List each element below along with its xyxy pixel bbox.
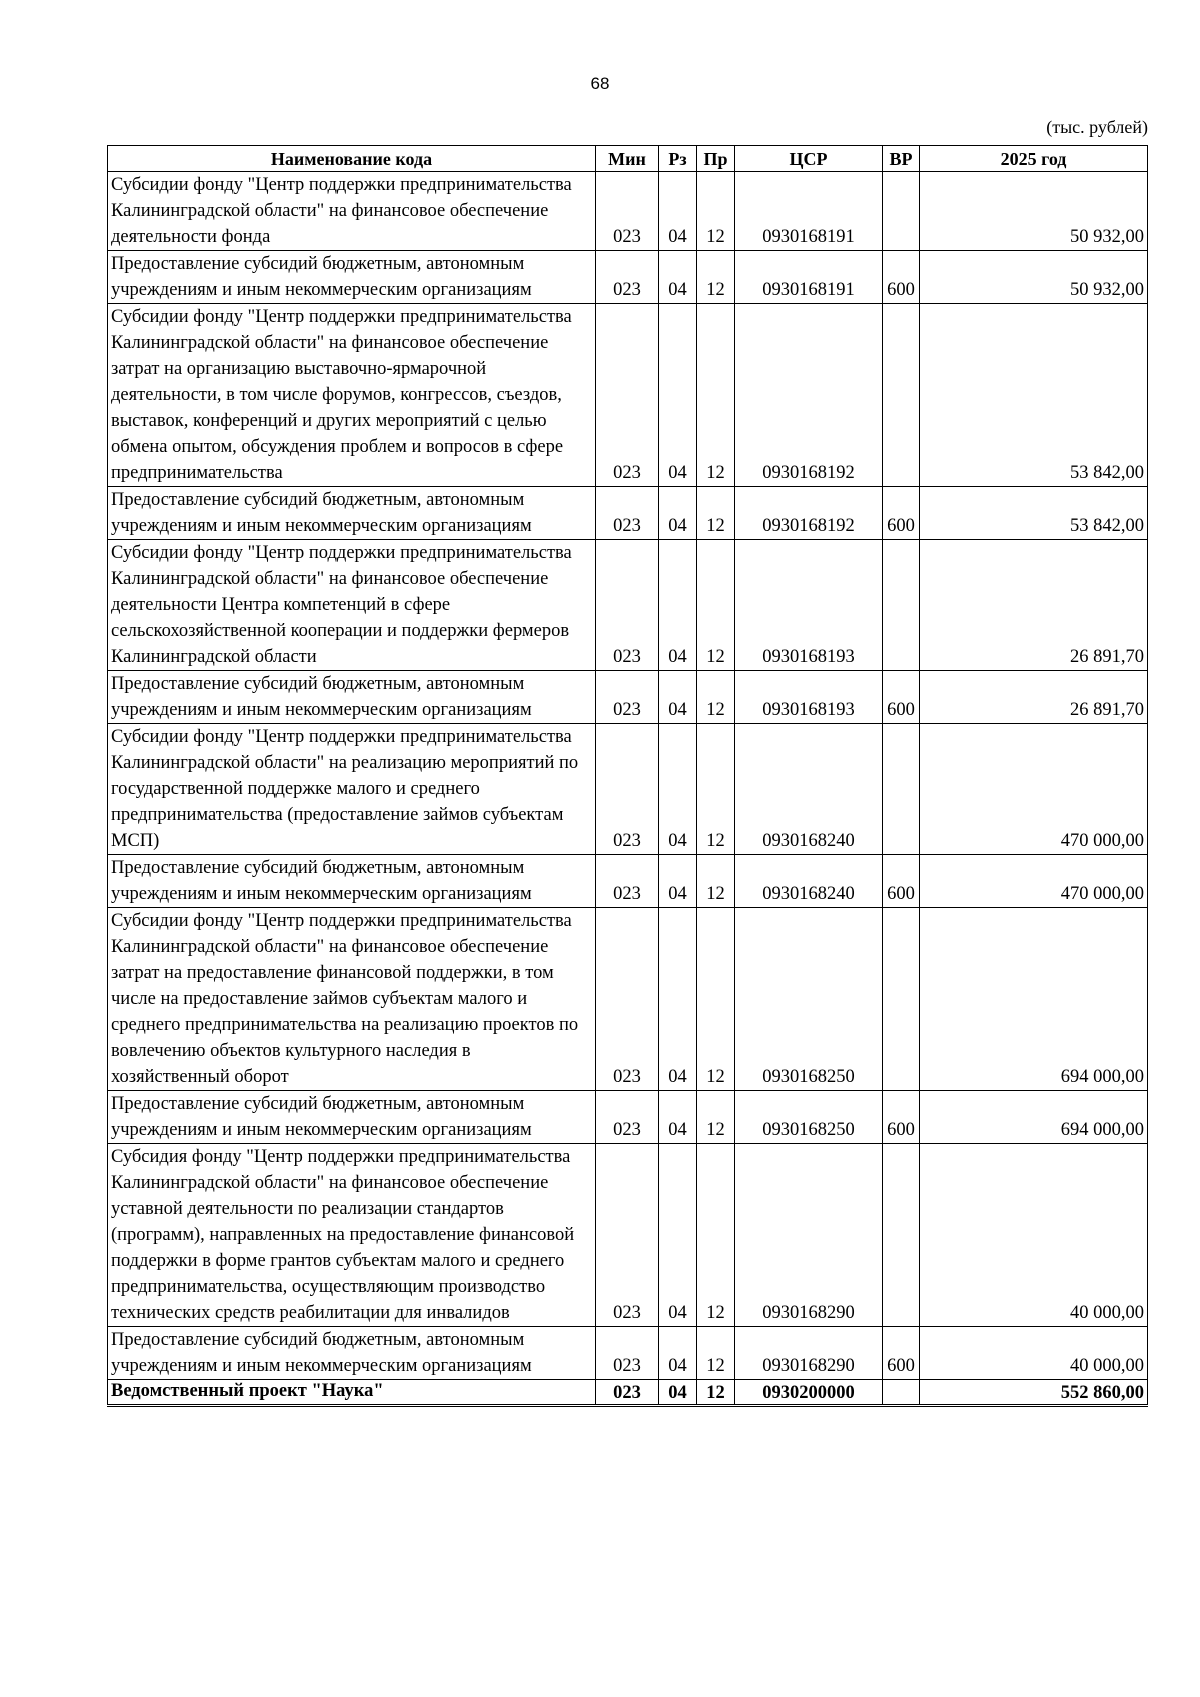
table-row — [108, 1091, 1148, 1144]
row-vr — [883, 724, 920, 855]
row-min: 023 — [596, 1144, 659, 1327]
row-min: 023 — [596, 1091, 659, 1144]
row-pr: 12 — [697, 540, 735, 671]
row-amount: 50 932,00 — [920, 172, 1148, 251]
total-amount: 552 860,00 — [920, 1380, 1148, 1406]
row-pr: 12 — [697, 487, 735, 540]
row-name: Субсидии фонду "Центр поддержки предпринимательства Калининградской области" на финансовое обеспечение деятельности Центра компетенций в сфере сельскохозяйственной кооперации и поддержки фермеров Калининградской области — [108, 540, 596, 671]
page-number: 68 — [590, 74, 610, 93]
row-amount: 470 000,00 — [920, 724, 1148, 855]
row-csr: 0930168192 — [735, 487, 883, 540]
header-rz: Рз — [659, 146, 697, 172]
row-vr — [883, 908, 920, 1091]
table-row — [108, 487, 1148, 540]
table-row — [108, 1144, 1148, 1327]
row-rz: 04 — [659, 724, 697, 855]
total-row — [108, 1380, 1148, 1406]
row-pr: 12 — [697, 1144, 735, 1327]
row-name: Субсидии фонду "Центр поддержки предпринимательства Калининградской области" на финансовое обеспечение деятельности фонда — [108, 172, 596, 251]
table-row — [108, 855, 1148, 908]
row-pr: 12 — [697, 172, 735, 251]
row-min: 023 — [596, 487, 659, 540]
row-amount: 53 842,00 — [920, 487, 1148, 540]
row-rz: 04 — [659, 671, 697, 724]
header-name: Наименование кода — [108, 146, 596, 172]
units-label: (тыс. рублей) — [1046, 117, 1148, 137]
row-csr: 0930168193 — [735, 540, 883, 671]
row-min: 023 — [596, 908, 659, 1091]
row-vr — [883, 1144, 920, 1327]
row-csr: 0930168191 — [735, 251, 883, 304]
header-csr: ЦСР — [735, 146, 883, 172]
table-row — [108, 172, 1148, 251]
table-row — [108, 251, 1148, 304]
total-min: 023 — [596, 1380, 659, 1406]
row-rz: 04 — [659, 304, 697, 487]
row-vr: 600 — [883, 1327, 920, 1380]
row-vr: 600 — [883, 487, 920, 540]
row-pr: 12 — [697, 251, 735, 304]
row-vr — [883, 540, 920, 671]
row-min: 023 — [596, 855, 659, 908]
row-pr: 12 — [697, 1327, 735, 1380]
row-name: Предоставление субсидий бюджетным, автономным учреждениям и иным некоммерческим организациям — [108, 487, 596, 540]
row-name: Субсидии фонду "Центр поддержки предпринимательства Калининградской области" на финансовое обеспечение затрат на предоставление финансовой поддержки, в том числе на предоставление займов субъектам малого и среднего предпринимательства на реализацию проектов по вовлечению объектов культурного наследия в хозяйственный оборот — [108, 908, 596, 1091]
row-min: 023 — [596, 304, 659, 487]
row-pr: 12 — [697, 1091, 735, 1144]
row-rz: 04 — [659, 1091, 697, 1144]
row-csr: 0930168193 — [735, 671, 883, 724]
row-csr: 0930168290 — [735, 1327, 883, 1380]
row-min: 023 — [596, 172, 659, 251]
row-csr: 0930168191 — [735, 172, 883, 251]
header-min: Мин — [596, 146, 659, 172]
budget-table — [107, 145, 1148, 1407]
row-name: Предоставление субсидий бюджетным, автономным учреждениям и иным некоммерческим организациям — [108, 855, 596, 908]
row-name: Предоставление субсидий бюджетным, автономным учреждениям и иным некоммерческим организациям — [108, 251, 596, 304]
row-pr: 12 — [697, 304, 735, 487]
row-min: 023 — [596, 671, 659, 724]
row-pr: 12 — [697, 855, 735, 908]
header-vr: ВР — [883, 146, 920, 172]
row-amount: 26 891,70 — [920, 540, 1148, 671]
row-amount: 40 000,00 — [920, 1144, 1148, 1327]
row-pr: 12 — [697, 908, 735, 1091]
table-row — [108, 671, 1148, 724]
row-rz: 04 — [659, 540, 697, 671]
row-csr: 0930168240 — [735, 855, 883, 908]
row-rz: 04 — [659, 855, 697, 908]
row-min: 023 — [596, 540, 659, 671]
table-body — [108, 172, 1148, 1406]
table-header-row — [108, 146, 1148, 172]
row-amount: 40 000,00 — [920, 1327, 1148, 1380]
table-row — [108, 724, 1148, 855]
row-rz: 04 — [659, 1144, 697, 1327]
row-amount: 26 891,70 — [920, 671, 1148, 724]
table-row — [108, 908, 1148, 1091]
row-name: Предоставление субсидий бюджетным, автономным учреждениям и иным некоммерческим организациям — [108, 1091, 596, 1144]
row-name: Предоставление субсидий бюджетным, автономным учреждениям и иным некоммерческим организациям — [108, 671, 596, 724]
row-rz: 04 — [659, 172, 697, 251]
total-vr — [883, 1380, 920, 1406]
row-csr: 0930168290 — [735, 1144, 883, 1327]
row-rz: 04 — [659, 487, 697, 540]
row-csr: 0930168250 — [735, 908, 883, 1091]
row-pr: 12 — [697, 724, 735, 855]
table-row — [108, 540, 1148, 671]
row-csr: 0930168240 — [735, 724, 883, 855]
table-row — [108, 1327, 1148, 1380]
table-row — [108, 304, 1148, 487]
row-rz: 04 — [659, 908, 697, 1091]
row-name: Субсидии фонду "Центр поддержки предпринимательства Калининградской области" на реализацию мероприятий по государственной поддержке малого и среднего предпринимательства (предоставление займов субъектам МСП) — [108, 724, 596, 855]
row-name: Предоставление субсидий бюджетным, автономным учреждениям и иным некоммерческим организациям — [108, 1327, 596, 1380]
row-vr — [883, 304, 920, 487]
row-vr: 600 — [883, 671, 920, 724]
total-name: Ведомственный проект "Наука" — [108, 1380, 596, 1406]
row-pr: 12 — [697, 671, 735, 724]
row-vr: 600 — [883, 251, 920, 304]
row-csr: 0930168192 — [735, 304, 883, 487]
total-rz: 04 — [659, 1380, 697, 1406]
row-min: 023 — [596, 251, 659, 304]
row-amount: 50 932,00 — [920, 251, 1148, 304]
row-vr: 600 — [883, 1091, 920, 1144]
row-min: 023 — [596, 724, 659, 855]
row-rz: 04 — [659, 251, 697, 304]
row-amount: 470 000,00 — [920, 855, 1148, 908]
row-min: 023 — [596, 1327, 659, 1380]
row-csr: 0930168250 — [735, 1091, 883, 1144]
row-name: Субсидия фонду "Центр поддержки предпринимательства Калининградской области" на финансовое обеспечение уставной деятельности по реализации стандартов (программ), направленных на предоставление финансовой поддержки в форме грантов субъектам малого и среднего предпринимательства, осуществляющим производство технических средств реабилитации для инвалидов — [108, 1144, 596, 1327]
total-pr: 12 — [697, 1380, 735, 1406]
row-vr — [883, 172, 920, 251]
header-pr: Пр — [697, 146, 735, 172]
row-vr: 600 — [883, 855, 920, 908]
row-amount: 694 000,00 — [920, 1091, 1148, 1144]
row-name: Субсидии фонду "Центр поддержки предпринимательства Калининградской области" на финансовое обеспечение затрат на организацию выставочно-ярмарочной деятельности, в том числе форумов, конгрессов, съездов, выставок, конференций и других мероприятий с целью обмена опытом, обсуждения проблем и вопросов в сфере предпринимательства — [108, 304, 596, 487]
row-amount: 53 842,00 — [920, 304, 1148, 487]
total-csr: 0930200000 — [735, 1380, 883, 1406]
row-amount: 694 000,00 — [920, 908, 1148, 1091]
header-year: 2025 год — [920, 146, 1148, 172]
row-rz: 04 — [659, 1327, 697, 1380]
